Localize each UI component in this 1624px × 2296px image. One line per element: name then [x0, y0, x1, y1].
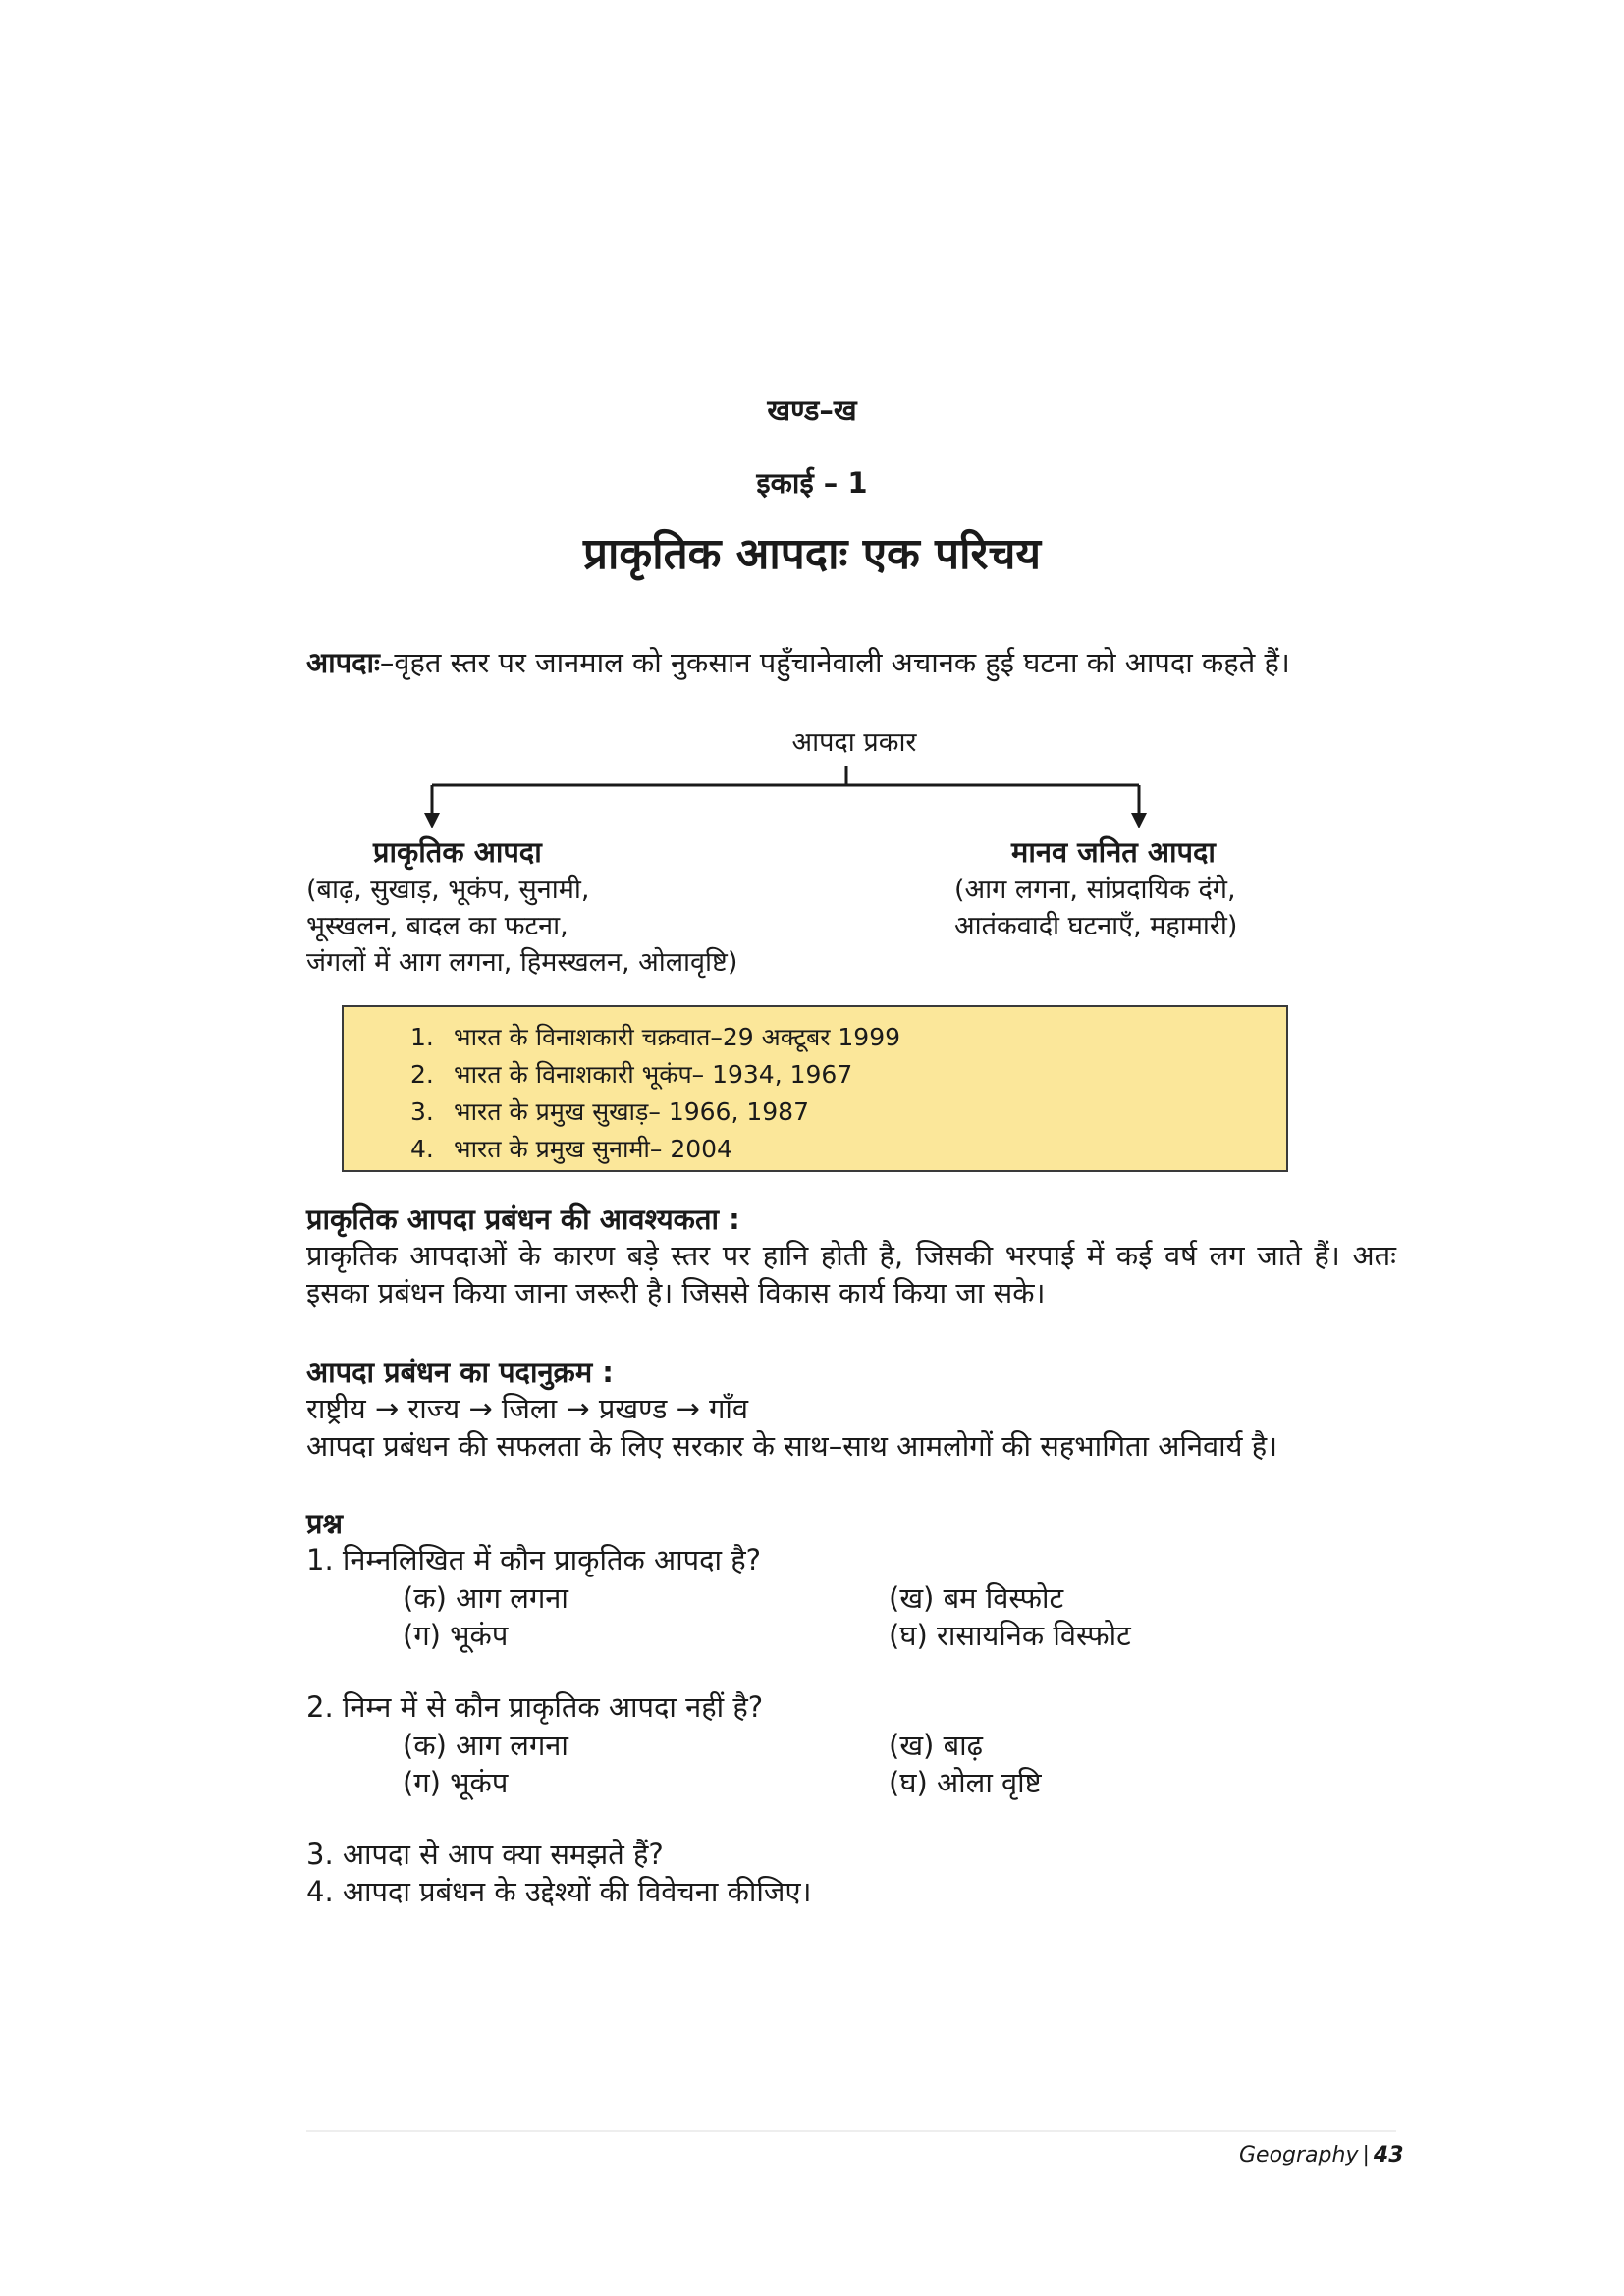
natural-example-line: जंगलों में आग लगना, हिमस्खलन, ओलावृष्टि): [306, 947, 738, 978]
question-1-option-b: (ख) बम विस्फोट: [889, 1581, 1064, 1615]
question-2-option-d: (घ) ओला वृष्टि: [889, 1766, 1042, 1799]
fact-number: 3.: [410, 1097, 434, 1126]
footer-subject: Geography: [1239, 2143, 1359, 2167]
fact-item: [410, 1094, 900, 1131]
fact-item: [410, 1056, 900, 1094]
fact-number: 1.: [410, 1023, 434, 1051]
fact-number: 2.: [410, 1060, 434, 1089]
human-disaster-title: मानव जनित आपदा: [1011, 835, 1216, 869]
fact-number: 4.: [410, 1135, 434, 1163]
fact-text: भारत के प्रमुख सुखाड़– 1966, 1987: [454, 1097, 809, 1126]
question-2-option-a: (क) आग लगना: [403, 1729, 568, 1762]
footer-divider: [306, 2130, 1396, 2132]
natural-example-line: भूस्खलन, बादल का फटना,: [306, 911, 568, 941]
natural-disaster-title: प्राकृतिक आपदा: [373, 835, 542, 869]
question-2: 2. निम्न में से कौन प्राकृतिक आपदा नहीं है?: [306, 1690, 764, 1724]
page-number: 43: [1373, 2143, 1404, 2167]
definition-paragraph: [306, 644, 1386, 681]
arrow-down-icon: [424, 813, 440, 828]
tree-root-label: आपदा प्रकार: [791, 727, 917, 758]
question-3: 3. आपदा से आप क्या समझते हैं?: [306, 1838, 664, 1871]
human-example-line: आतंकवादी घटनाएँ, महामारी): [954, 911, 1238, 941]
question-1-option-a: (क) आग लगना: [403, 1581, 568, 1615]
fact-text: भारत के विनाशकारी भूकंप– 1934, 1967: [454, 1060, 853, 1089]
need-paragraph: प्राकृतिक आपदाओं के कारण बड़े स्तर पर हानि होती है, जिसकी भरपाई में कई वर्ष लग जाते हैं। अतः इसका प्रबंधन किया जाना जरूरी है। जिससे विकास कार्य किया जा सके।: [306, 1239, 1396, 1309]
question-2-option-c: (ग) भूकंप: [403, 1766, 509, 1799]
question-4: 4. आपदा प्रबंधन के उद्देश्यों की विवेचना कीजिए।: [306, 1875, 812, 1908]
fact-text: भारत के प्रमुख सुनामी– 2004: [454, 1135, 732, 1163]
definition-text: –वृहत स्तर पर जानमाल को नुकसान पहुँचानेवाली अचानक हुई घटना को आपदा कहते हैं।: [379, 646, 1290, 679]
section-label: खण्ड–ख: [767, 394, 857, 427]
footer-separator: |: [1362, 2143, 1370, 2167]
fact-item: [410, 1019, 900, 1056]
unit-label: इकाई – 1: [756, 466, 868, 500]
natural-disaster-examples: [306, 872, 856, 981]
definition-term: आपदाः: [306, 646, 380, 679]
human-example-line: (आग लगना, सांप्रदायिक दंगे,: [954, 875, 1236, 905]
arrow-down-icon: [1131, 813, 1147, 828]
chapter-title: प्राकृतिक आपदाः एक परिचय: [582, 529, 1042, 579]
facts-box: [342, 1005, 1288, 1172]
question-1-option-c: (ग) भूकंप: [403, 1619, 509, 1652]
facts-list: [410, 1019, 900, 1168]
hierarchy-chain: राष्ट्रीय → राज्य → जिला → प्रखण्ड → गाँव: [306, 1392, 749, 1425]
natural-example-line: (बाढ़, सुखाड़, भूकंप, सुनामी,: [306, 875, 590, 905]
page-footer: [1239, 2143, 1404, 2167]
hierarchy-note: आपदा प्रबंधन की सफलता के लिए सरकार के साथ–साथ आमलोगों की सहभागिता अनिवार्य है।: [306, 1429, 1278, 1463]
fact-item: [410, 1131, 900, 1168]
questions-heading: प्रश्न: [306, 1507, 344, 1540]
question-2-option-b: (ख) बाढ़: [889, 1729, 983, 1762]
question-1-option-d: (घ) रासायनिक विस्फोट: [889, 1619, 1131, 1652]
fact-text: भारत के विनाशकारी चक्रवात–29 अक्टूबर 1999: [454, 1023, 901, 1051]
need-heading: प्राकृतिक आपदा प्रबंधन की आवश्यकता :: [306, 1202, 740, 1236]
hierarchy-heading: आपदा प्रबंधन का पदानुक्रम :: [306, 1356, 614, 1389]
human-disaster-examples: [954, 872, 1396, 944]
question-1: 1. निम्नलिखित में कौन प्राकृतिक आपदा है?: [306, 1543, 762, 1576]
